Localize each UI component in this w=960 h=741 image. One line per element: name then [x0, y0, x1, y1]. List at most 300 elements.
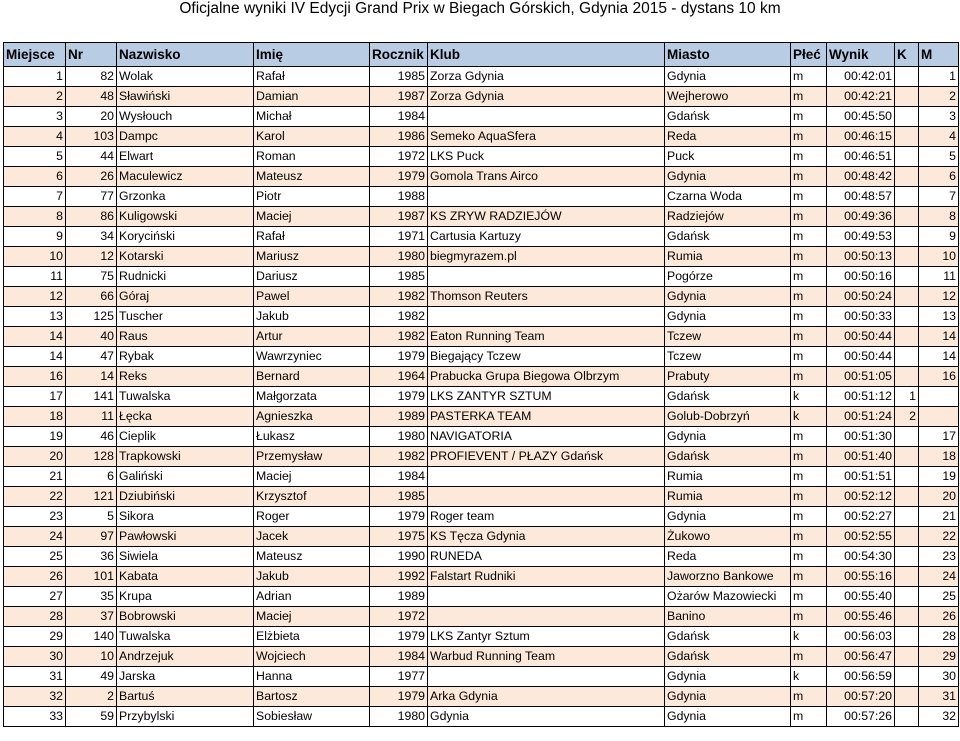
cell-firstname: Mateusz: [254, 547, 370, 567]
cell-place: 19: [4, 427, 66, 447]
table-row: [4, 67, 959, 87]
cell-city: Gdynia: [665, 707, 791, 727]
cell-k-rank: [895, 167, 919, 187]
cell-club: [428, 487, 665, 507]
cell-result: 00:55:40: [827, 587, 895, 607]
cell-club: Cartusia Kartuzy: [428, 227, 665, 247]
cell-gender: m: [791, 567, 827, 587]
cell-club: [428, 467, 665, 487]
cell-m-rank: 16: [919, 367, 959, 387]
cell-gender: m: [791, 527, 827, 547]
cell-gender: m: [791, 347, 827, 367]
table-row: [4, 427, 959, 447]
header-col-k-rank: K: [895, 43, 919, 67]
cell-club: Thomson Reuters: [428, 287, 665, 307]
cell-place: 2: [4, 87, 66, 107]
cell-birthyear: 1972: [370, 147, 428, 167]
cell-club: Eaton Running Team: [428, 327, 665, 347]
cell-gender: m: [791, 547, 827, 567]
cell-firstname: Elżbieta: [254, 627, 370, 647]
cell-club: Falstart Rudniki: [428, 567, 665, 587]
cell-m-rank: 19: [919, 467, 959, 487]
cell-place: 18: [4, 407, 66, 427]
header-col-m-rank: M: [919, 43, 959, 67]
cell-gender: m: [791, 67, 827, 87]
cell-birthyear: 1979: [370, 507, 428, 527]
cell-number: 26: [66, 167, 117, 187]
header-col-surname: Nazwisko: [117, 43, 254, 67]
table-row: [4, 527, 959, 547]
cell-place: 31: [4, 667, 66, 687]
cell-k-rank: [895, 327, 919, 347]
table-row: [4, 607, 959, 627]
cell-firstname: Piotr: [254, 187, 370, 207]
cell-m-rank: 11: [919, 267, 959, 287]
cell-gender: m: [791, 467, 827, 487]
cell-result: 00:56:03: [827, 627, 895, 647]
cell-club: LKS Zantyr Sztum: [428, 627, 665, 647]
cell-birthyear: 1989: [370, 407, 428, 427]
cell-club: LKS ZANTYR SZTUM: [428, 387, 665, 407]
cell-k-rank: [895, 507, 919, 527]
cell-result: 00:50:44: [827, 347, 895, 367]
cell-result: 00:55:46: [827, 607, 895, 627]
cell-number: 121: [66, 487, 117, 507]
cell-result: 00:57:26: [827, 707, 895, 727]
cell-place: 29: [4, 627, 66, 647]
cell-place: 12: [4, 287, 66, 307]
cell-firstname: Agnieszka: [254, 407, 370, 427]
header-row: [4, 43, 959, 67]
cell-m-rank: [919, 387, 959, 407]
cell-place: 14: [4, 347, 66, 367]
cell-number: 46: [66, 427, 117, 447]
cell-city: Rumia: [665, 487, 791, 507]
cell-place: 25: [4, 547, 66, 567]
cell-surname: Elwart: [117, 147, 254, 167]
cell-number: 14: [66, 367, 117, 387]
cell-firstname: Bartosz: [254, 687, 370, 707]
table-row: [4, 147, 959, 167]
cell-surname: Pawłowski: [117, 527, 254, 547]
cell-number: 141: [66, 387, 117, 407]
cell-result: 00:48:57: [827, 187, 895, 207]
cell-m-rank: 5: [919, 147, 959, 167]
cell-firstname: Wawrzyniec: [254, 347, 370, 367]
cell-result: 00:50:24: [827, 287, 895, 307]
cell-surname: Jarska: [117, 667, 254, 687]
cell-birthyear: 1989: [370, 587, 428, 607]
cell-city: Żukowo: [665, 527, 791, 547]
cell-firstname: Maciej: [254, 467, 370, 487]
cell-m-rank: 30: [919, 667, 959, 687]
cell-place: 17: [4, 387, 66, 407]
cell-firstname: Hanna: [254, 667, 370, 687]
cell-number: 20: [66, 107, 117, 127]
cell-surname: Maculewicz: [117, 167, 254, 187]
cell-surname: Koryciński: [117, 227, 254, 247]
cell-place: 20: [4, 447, 66, 467]
cell-m-rank: 13: [919, 307, 959, 327]
cell-place: 21: [4, 467, 66, 487]
cell-k-rank: [895, 207, 919, 227]
cell-surname: Bartuś: [117, 687, 254, 707]
cell-club: [428, 667, 665, 687]
cell-surname: Sławiński: [117, 87, 254, 107]
cell-result: 00:51:05: [827, 367, 895, 387]
cell-city: Pogórze: [665, 267, 791, 287]
cell-m-rank: 29: [919, 647, 959, 667]
cell-club: Zorza Gdynia: [428, 87, 665, 107]
cell-firstname: Roman: [254, 147, 370, 167]
cell-firstname: Karol: [254, 127, 370, 147]
cell-result: 00:49:36: [827, 207, 895, 227]
cell-surname: Andrzejuk: [117, 647, 254, 667]
cell-birthyear: 1988: [370, 187, 428, 207]
cell-firstname: Jacek: [254, 527, 370, 547]
cell-place: 4: [4, 127, 66, 147]
cell-birthyear: 1984: [370, 647, 428, 667]
table-row: [4, 667, 959, 687]
table-row: [4, 287, 959, 307]
cell-k-rank: [895, 187, 919, 207]
cell-number: 34: [66, 227, 117, 247]
cell-gender: m: [791, 267, 827, 287]
table-row: [4, 647, 959, 667]
cell-surname: Reks: [117, 367, 254, 387]
cell-number: 35: [66, 587, 117, 607]
cell-m-rank: 9: [919, 227, 959, 247]
cell-gender: m: [791, 227, 827, 247]
cell-city: Gdańsk: [665, 647, 791, 667]
cell-birthyear: 1964: [370, 367, 428, 387]
cell-m-rank: 25: [919, 587, 959, 607]
cell-birthyear: 1984: [370, 107, 428, 127]
cell-gender: m: [791, 167, 827, 187]
cell-result: 00:45:50: [827, 107, 895, 127]
table-row: [4, 407, 959, 427]
cell-birthyear: 1982: [370, 327, 428, 347]
cell-gender: m: [791, 247, 827, 267]
cell-place: 33: [4, 707, 66, 727]
cell-surname: Rybak: [117, 347, 254, 367]
cell-m-rank: 22: [919, 527, 959, 547]
table-row: [4, 567, 959, 587]
cell-m-rank: 31: [919, 687, 959, 707]
cell-m-rank: 1: [919, 67, 959, 87]
cell-gender: m: [791, 87, 827, 107]
cell-surname: Dziubiński: [117, 487, 254, 507]
cell-city: Gdańsk: [665, 447, 791, 467]
cell-gender: m: [791, 447, 827, 467]
cell-result: 00:54:30: [827, 547, 895, 567]
table-row: [4, 87, 959, 107]
cell-m-rank: 8: [919, 207, 959, 227]
cell-place: 26: [4, 567, 66, 587]
cell-birthyear: 1971: [370, 227, 428, 247]
cell-birthyear: 1979: [370, 687, 428, 707]
cell-surname: Grzonka: [117, 187, 254, 207]
cell-gender: k: [791, 627, 827, 647]
cell-m-rank: 23: [919, 547, 959, 567]
table-row: [4, 327, 959, 347]
cell-city: Radziejów: [665, 207, 791, 227]
cell-k-rank: [895, 547, 919, 567]
cell-place: 1: [4, 67, 66, 87]
cell-number: 101: [66, 567, 117, 587]
cell-city: Czarna Woda: [665, 187, 791, 207]
cell-k-rank: [895, 287, 919, 307]
cell-surname: Cieplik: [117, 427, 254, 447]
header-col-gender: Płeć: [791, 43, 827, 67]
cell-k-rank: [895, 267, 919, 287]
cell-city: Reda: [665, 127, 791, 147]
cell-number: 36: [66, 547, 117, 567]
cell-place: 7: [4, 187, 66, 207]
cell-club: Arka Gdynia: [428, 687, 665, 707]
cell-m-rank: [919, 407, 959, 427]
cell-firstname: Rafał: [254, 67, 370, 87]
cell-result: 00:51:24: [827, 407, 895, 427]
cell-place: 16: [4, 367, 66, 387]
cell-number: 82: [66, 67, 117, 87]
cell-club: Biegający Tczew: [428, 347, 665, 367]
cell-k-rank: [895, 487, 919, 507]
cell-gender: m: [791, 427, 827, 447]
cell-k-rank: [895, 607, 919, 627]
cell-m-rank: 14: [919, 347, 959, 367]
cell-birthyear: 1987: [370, 207, 428, 227]
cell-city: Gdańsk: [665, 227, 791, 247]
table-row: [4, 507, 959, 527]
cell-gender: m: [791, 647, 827, 667]
cell-number: 49: [66, 667, 117, 687]
table-row: [4, 127, 959, 147]
cell-k-rank: [895, 447, 919, 467]
cell-m-rank: 32: [919, 707, 959, 727]
cell-place: 22: [4, 487, 66, 507]
cell-firstname: Bernard: [254, 367, 370, 387]
table-row: [4, 447, 959, 467]
cell-firstname: Dariusz: [254, 267, 370, 287]
cell-surname: Kotarski: [117, 247, 254, 267]
cell-club: Zorza Gdynia: [428, 67, 665, 87]
cell-gender: m: [791, 127, 827, 147]
cell-result: 00:51:40: [827, 447, 895, 467]
cell-gender: m: [791, 327, 827, 347]
cell-gender: m: [791, 207, 827, 227]
cell-result: 00:46:15: [827, 127, 895, 147]
table-row: [4, 227, 959, 247]
cell-k-rank: [895, 587, 919, 607]
cell-gender: m: [791, 687, 827, 707]
cell-surname: Przybylski: [117, 707, 254, 727]
cell-m-rank: 18: [919, 447, 959, 467]
cell-surname: Tuscher: [117, 307, 254, 327]
cell-firstname: Pawel: [254, 287, 370, 307]
cell-surname: Góraj: [117, 287, 254, 307]
cell-surname: Tuwalska: [117, 627, 254, 647]
cell-result: 00:50:44: [827, 327, 895, 347]
cell-city: Tczew: [665, 347, 791, 367]
cell-number: 59: [66, 707, 117, 727]
cell-number: 6: [66, 467, 117, 487]
cell-surname: Tuwalska: [117, 387, 254, 407]
cell-gender: m: [791, 507, 827, 527]
cell-birthyear: 1985: [370, 267, 428, 287]
cell-gender: m: [791, 307, 827, 327]
cell-surname: Sikora: [117, 507, 254, 527]
cell-place: 27: [4, 587, 66, 607]
cell-result: 00:50:16: [827, 267, 895, 287]
cell-city: Gdynia: [665, 667, 791, 687]
cell-firstname: Damian: [254, 87, 370, 107]
cell-firstname: Jakub: [254, 307, 370, 327]
cell-result: 00:51:30: [827, 427, 895, 447]
cell-firstname: Roger: [254, 507, 370, 527]
cell-result: 00:57:20: [827, 687, 895, 707]
cell-number: 125: [66, 307, 117, 327]
cell-firstname: Mariusz: [254, 247, 370, 267]
cell-number: 44: [66, 147, 117, 167]
cell-club: Roger team: [428, 507, 665, 527]
cell-city: Gdynia: [665, 167, 791, 187]
cell-surname: Krupa: [117, 587, 254, 607]
header-col-number: Nr: [66, 43, 117, 67]
cell-club: Prabucka Grupa Biegowa Olbrzym: [428, 367, 665, 387]
cell-m-rank: 21: [919, 507, 959, 527]
cell-gender: m: [791, 187, 827, 207]
table-row: [4, 267, 959, 287]
cell-k-rank: [895, 247, 919, 267]
table-row: [4, 487, 959, 507]
cell-surname: Galiński: [117, 467, 254, 487]
table-row: [4, 307, 959, 327]
cell-m-rank: 14: [919, 327, 959, 347]
cell-city: Ożarów Mazowiecki: [665, 587, 791, 607]
cell-m-rank: 17: [919, 427, 959, 447]
cell-result: 00:56:47: [827, 647, 895, 667]
cell-birthyear: 1982: [370, 307, 428, 327]
cell-city: Gdynia: [665, 687, 791, 707]
cell-surname: Bobrowski: [117, 607, 254, 627]
cell-k-rank: [895, 427, 919, 447]
cell-firstname: Małgorzata: [254, 387, 370, 407]
cell-firstname: Przemysław: [254, 447, 370, 467]
cell-number: 77: [66, 187, 117, 207]
cell-gender: m: [791, 107, 827, 127]
cell-club: PASTERKA TEAM: [428, 407, 665, 427]
cell-city: Gdańsk: [665, 107, 791, 127]
cell-birthyear: 1979: [370, 167, 428, 187]
cell-result: 00:51:12: [827, 387, 895, 407]
cell-club: KS Tęcza Gdynia: [428, 527, 665, 547]
cell-number: 128: [66, 447, 117, 467]
cell-gender: k: [791, 407, 827, 427]
cell-result: 00:52:12: [827, 487, 895, 507]
cell-number: 75: [66, 267, 117, 287]
cell-birthyear: 1979: [370, 347, 428, 367]
cell-place: 9: [4, 227, 66, 247]
cell-result: 00:48:42: [827, 167, 895, 187]
cell-m-rank: 10: [919, 247, 959, 267]
cell-birthyear: 1986: [370, 127, 428, 147]
cell-gender: m: [791, 587, 827, 607]
cell-city: Golub-Dobrzyń: [665, 407, 791, 427]
cell-k-rank: [895, 527, 919, 547]
cell-result: 00:52:27: [827, 507, 895, 527]
cell-club: Gomola Trans Airco: [428, 167, 665, 187]
page-title: Oficjalne wyniki IV Edycji Grand Prix w Biegach Górskich, Gdynia 2015 - dystans 10 km: [179, 0, 781, 17]
cell-m-rank: 24: [919, 567, 959, 587]
table-row: [4, 367, 959, 387]
cell-number: 103: [66, 127, 117, 147]
cell-birthyear: 1975: [370, 527, 428, 547]
cell-city: Gdynia: [665, 287, 791, 307]
cell-k-rank: [895, 627, 919, 647]
cell-firstname: Artur: [254, 327, 370, 347]
cell-club: [428, 267, 665, 287]
cell-number: 2: [66, 687, 117, 707]
cell-number: 10: [66, 647, 117, 667]
cell-birthyear: 1979: [370, 387, 428, 407]
table-row: [4, 187, 959, 207]
cell-birthyear: 1987: [370, 87, 428, 107]
cell-k-rank: [895, 227, 919, 247]
cell-number: 47: [66, 347, 117, 367]
cell-firstname: Rafał: [254, 227, 370, 247]
cell-birthyear: 1992: [370, 567, 428, 587]
cell-gender: m: [791, 367, 827, 387]
cell-result: 00:49:53: [827, 227, 895, 247]
cell-firstname: Mateusz: [254, 167, 370, 187]
cell-surname: Wolak: [117, 67, 254, 87]
cell-surname: Kabata: [117, 567, 254, 587]
cell-surname: Łęcka: [117, 407, 254, 427]
cell-club: RUNEDA: [428, 547, 665, 567]
cell-firstname: Michał: [254, 107, 370, 127]
cell-firstname: Maciej: [254, 207, 370, 227]
cell-city: Gdynia: [665, 427, 791, 447]
table-row: [4, 387, 959, 407]
cell-firstname: Jakub: [254, 567, 370, 587]
table-row: [4, 707, 959, 727]
cell-result: 00:51:51: [827, 467, 895, 487]
cell-gender: m: [791, 287, 827, 307]
cell-club: LKS Puck: [428, 147, 665, 167]
header-col-birthyear: Rocznik: [370, 43, 428, 67]
cell-firstname: Wojciech: [254, 647, 370, 667]
cell-place: 14: [4, 327, 66, 347]
cell-number: 12: [66, 247, 117, 267]
cell-k-rank: [895, 667, 919, 687]
cell-k-rank: [895, 107, 919, 127]
cell-place: 6: [4, 167, 66, 187]
cell-place: 32: [4, 687, 66, 707]
cell-k-rank: [895, 647, 919, 667]
cell-city: Prabuty: [665, 367, 791, 387]
cell-city: Gdańsk: [665, 627, 791, 647]
cell-result: 00:42:21: [827, 87, 895, 107]
cell-city: Tczew: [665, 327, 791, 347]
cell-k-rank: [895, 67, 919, 87]
cell-k-rank: [895, 147, 919, 167]
cell-number: 37: [66, 607, 117, 627]
cell-club: PROFIEVENT / PŁAZY Gdańsk: [428, 447, 665, 467]
cell-firstname: Łukasz: [254, 427, 370, 447]
cell-surname: Raus: [117, 327, 254, 347]
cell-firstname: Maciej: [254, 607, 370, 627]
